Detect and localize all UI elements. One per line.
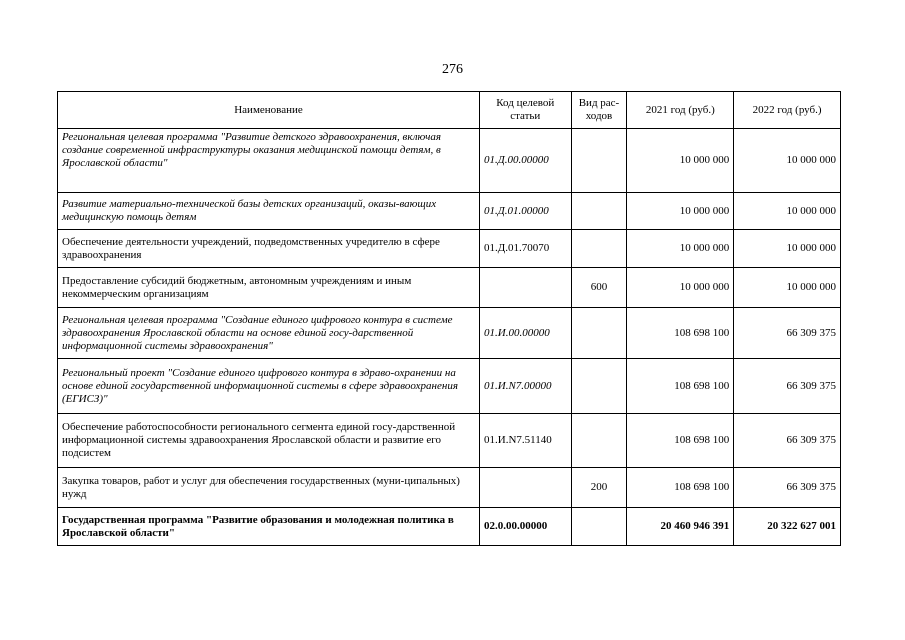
table-row	[58, 414, 841, 468]
row-name: Обеспечение работоспособности регионального сегмента единой госу-дарственной информационной системы здравоохранения Ярославской области и развитие его подсистем	[58, 414, 480, 468]
row-2022: 10 000 000	[734, 230, 841, 268]
row-name: Региональная целевая программа "Создание единого цифрового контура в системе здравоохранения Ярославской области на основе единой госу-дарственной информационной системы здравоохранения"	[58, 308, 480, 359]
row-type: 600	[571, 268, 627, 308]
row-2022: 20 322 627 001	[734, 508, 841, 546]
row-2022: 66 309 375	[734, 414, 841, 468]
row-name: Региональная целевая программа "Развитие детского здравоохранения, включая создание современной инфраструктуры оказания медицинской помощи детям, в Ярославской области"	[58, 129, 480, 193]
row-2022: 10 000 000	[734, 129, 841, 193]
row-2021: 108 698 100	[627, 308, 734, 359]
row-name: Региональный проект "Создание единого цифрового контура в здраво-охранении на основе единой государственной информационной системы в сфере здравоохранения (ЕГИСЗ)"	[58, 359, 480, 414]
header-2021: 2021 год (руб.)	[627, 92, 734, 129]
row-type	[571, 193, 627, 230]
budget-table	[57, 91, 841, 546]
table-row	[58, 129, 841, 193]
row-2022: 10 000 000	[734, 268, 841, 308]
row-2022: 10 000 000	[734, 193, 841, 230]
row-code: 01.Д.00.00000	[480, 129, 572, 193]
row-name: Государственная программа "Развитие образования и молодежная политика в Ярославской области"	[58, 508, 480, 546]
row-code: 01.И.N7.51140	[480, 414, 572, 468]
row-code: 01.Д.01.70070	[480, 230, 572, 268]
row-2021: 10 000 000	[627, 129, 734, 193]
row-type: 200	[571, 468, 627, 508]
table-row	[58, 193, 841, 230]
row-2021: 10 000 000	[627, 268, 734, 308]
row-2021: 108 698 100	[627, 359, 734, 414]
row-type	[571, 230, 627, 268]
header-2022: 2022 год (руб.)	[734, 92, 841, 129]
table-header-row	[58, 92, 841, 129]
row-type	[571, 414, 627, 468]
page-number: 276	[442, 62, 463, 77]
header-code: Код целевой статьи	[480, 92, 572, 129]
row-code: 01.И.00.00000	[480, 308, 572, 359]
row-2021: 108 698 100	[627, 468, 734, 508]
row-type	[571, 308, 627, 359]
row-code	[480, 268, 572, 308]
row-name: Предоставление субсидий бюджетным, автономным учреждениям и иным некоммерческим организациям	[58, 268, 480, 308]
row-code: 02.0.00.00000	[480, 508, 572, 546]
header-type: Вид рас-ходов	[571, 92, 627, 129]
header-name: Наименование	[58, 92, 480, 129]
row-name: Развитие материально-технической базы детских организаций, оказы-вающих медицинскую помощь детям	[58, 193, 480, 230]
table-row	[58, 308, 841, 359]
row-2022: 66 309 375	[734, 468, 841, 508]
row-type	[571, 359, 627, 414]
row-2021: 10 000 000	[627, 193, 734, 230]
row-name: Обеспечение деятельности учреждений, подведомственных учредителю в сфере здравоохранения	[58, 230, 480, 268]
row-code: 01.Д.01.00000	[480, 193, 572, 230]
row-2022: 66 309 375	[734, 359, 841, 414]
row-name: Закупка товаров, работ и услуг для обеспечения государственных (муни-ципальных) нужд	[58, 468, 480, 508]
row-2021: 10 000 000	[627, 230, 734, 268]
row-2022: 66 309 375	[734, 308, 841, 359]
table-row	[58, 268, 841, 308]
row-code: 01.И.N7.00000	[480, 359, 572, 414]
row-code	[480, 468, 572, 508]
table-row	[58, 468, 841, 508]
table-row-total	[58, 508, 841, 546]
row-type	[571, 508, 627, 546]
row-type	[571, 129, 627, 193]
row-2021: 20 460 946 391	[627, 508, 734, 546]
table-row	[58, 359, 841, 414]
row-2021: 108 698 100	[627, 414, 734, 468]
table-row	[58, 230, 841, 268]
